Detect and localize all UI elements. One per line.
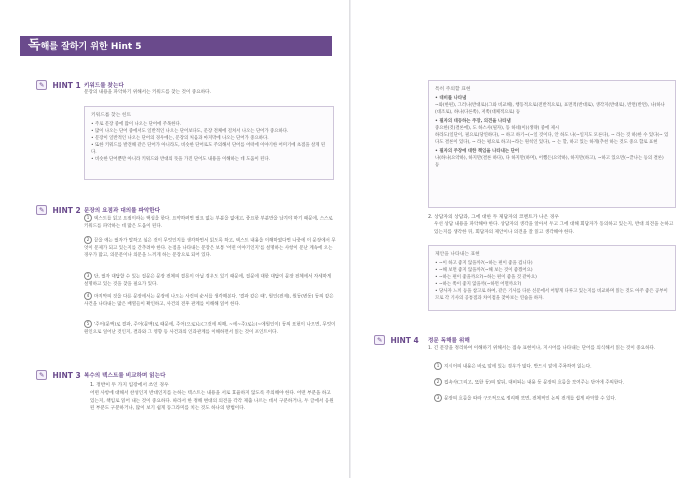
caution-box-title: 특히 주의할 표현	[435, 87, 471, 92]
hint4-item: 2 접속사(그리고, 또한 등)의 앞뒤, 대비되는 내용 등 문장의 흐름을 보여주는 단어에 주의한다.	[434, 378, 678, 387]
caution-section-head: • 필자의 주장에 대한 책임을 나타내는 단어	[435, 149, 520, 154]
hint4-item: 3 문장의 흐름을 따라 구조적으로 정리해 보면, 전체적인 논의 전개를 쉽게 파악할 수 있다.	[434, 394, 678, 403]
hint3-head	[36, 370, 81, 380]
proposal-item: • 당사자 느끼 등을 참고로 하여, 같은 기사를 다룬 신문에서 어떻게 다루고 있는지를 비교하며 읽는 것도 아주 좋은 공부이므로 각 기사의 공통점과 차이점을 찾아보는 연습을 하자.	[435, 289, 668, 301]
proposal-item: • ~하는 편이 좋을까요?(~하는 편이 좋을 것 같아요)	[435, 275, 537, 280]
proposal-item: • ~하는 쪽이 좋지 않을까(~하면 어떨까요?)	[435, 282, 522, 287]
proposal-item: • ~이 하고 좋지 않을까?(~하는 편이 좋을 겁니다)	[435, 261, 533, 266]
pencil-icon: ✎	[374, 335, 385, 345]
hint3-label: HINT 3	[52, 370, 81, 380]
hint2-label: HINT 2	[52, 205, 81, 215]
hint1-intro: 문장의 내용을 파악하기 위해서는 키워드를 찾는 것이 중요하다.	[84, 90, 212, 95]
hint2-item: 3 단, 필자 대답할 수 있는 질문은 문장 전체의 결론이 아닐 경우도 있기 때문에, 질문에 대한 대답이 문장 전체에서 자세하게 설명하고 있는 것을 찾을 필요가 있다.	[84, 273, 332, 287]
right-sec2-sub: 2. 상담자의 상담과, 그에 대한 두 제답자의 코멘트가 나온 경우	[428, 215, 560, 220]
page-title	[20, 36, 332, 56]
hint4-sub: 1. 긴 문장을 정리하여 이해하기 위해서는 접속 표현이나, 지시어를 나타내는 단어를 의식해서 읽는 것이 중요하다.	[428, 346, 656, 351]
pencil-icon: ✎	[36, 370, 47, 380]
title-first-char: 독	[28, 38, 41, 53]
hint4-item: 1 지시어의 내용은 바로 앞에 있는 경우가 많다. 반드시 앞에 주목하여 읽는다.	[434, 362, 678, 371]
page-spine	[349, 0, 351, 478]
caution-section-head: • 대비를 나타냄	[435, 96, 467, 101]
right-sec2-text: 우선 상담 내용을 파악해야 한다. 상담자의 생각을 알아서 두고 그에 대해 회답자가 동의하고 있는지, 반대 의견을 논하고 있는지를 생각한 뒤, 회답자의 제안이나 의견을 잘 읽고 생각해야 한다.	[434, 222, 674, 235]
title-rest: 해를 잘하기 위한 Hint 5	[40, 42, 142, 52]
hint3-sub: 1. 정반이 두 가지 입장에서 쓰인 경우	[90, 383, 169, 388]
hint4-head	[374, 335, 419, 345]
proposal-item: • ~해 보면 좋지 않을까?(~해 보는 것이 좋겠어요)	[435, 268, 533, 273]
hint1-title: 키워드를 찾는다	[84, 83, 124, 89]
hint1-box-item: • 주로 문장 중에 많이 나오는 단어에 주목한다.	[91, 122, 182, 127]
hint3-title: 복수의 텍스트를 비교하며 읽는다	[84, 373, 166, 379]
pencil-icon: ✎	[36, 205, 47, 215]
hint1-box-item: • 또한 키워드를 발견해 같은 단어가 아니라도, 비슷한 단어로도 주의해서 단어를 어떠에 이야기한 어미기에 초점을 살게 된다.	[91, 143, 326, 155]
hint1-label: HINT 1	[52, 80, 81, 90]
hint3-text: 어떤 사항에 대해서 찬성인지 반대인지를 논하는 텍스트는 내용을 서로 효율하지 않도록 주의해야 한다. 어떤 부분을 하고 있는지, 책임로 읽어 내는 것이 중요하다. 따라서 한 정해 변대의 의견을 각각 제출 나르는 데서 구분하거나, 두 글에서 응원된 부분도 구분하거나, 많이 보기 쉽게 동그라미를 치는 것도 하나의 방법이다.	[90, 391, 334, 411]
hint1-keyword-box	[84, 106, 334, 180]
hint2-item: 5 '주어(문맥)로 결과, 주어(문맥)로 때문에, 주어(으로)는(그것에 의해, ~에~주)로는(~에원인이) 등의 표현이 나오면, 무엇이 원인으로 일어난 것인지, 결과와 그 영향 등 사건과의 인과관계를 이해하면서 읽는 것이 포인트이다.	[84, 321, 336, 335]
hint4-title: 정문 독해를 위해	[428, 338, 470, 344]
caution-section-line: 하라도(일단이, 필요로(당연하다), ~ 하고 하기~(~일 것이다, 안 하도 나(~일지도 모른다), ~ 라는 것 하)한 수 있다(~ 있다도 결론이 있다), ~ 라는 평으로 하고(~라는 원칙인 있다), ~ 는 할, 하고 있는 하게(추천 하는 것도 중요 합로 표현	[435, 133, 669, 145]
hint1-box-title: 키워드를 찾는 힌트	[91, 113, 132, 118]
hint1-box-item: • 많이 나오는 단어 중에서도 일반적인 나오는 단어보다도, 문장 전체에 걸쳐서 나오는 단어가 중요하다.	[91, 129, 289, 134]
proposal-box-title: 제안을 나타내는 표현	[435, 252, 480, 257]
hint2-item: 4 마지막의 것을 다른 문장에서는 문장에 나오는 사건의 순서를 생각해본다. '결과 같은 때', 원인(전제), 원동(변동) 등의 같은 사건을 나타내는 많은 배열들이 확인하고, 사건의 전후 관계를 이해해 읽어 한다.	[84, 293, 334, 307]
proposal-expressions-box	[428, 245, 676, 311]
hint2-item: 1 텍스트를 읽고 요점이라는 핵심을 한다. 요약하려면 필요 없는 부분을 없애고, 중요한 부분만을 남겨야 하기 때문에, 스스로 키워드를 파악하는 데 많은 도움이 된다.	[84, 215, 333, 229]
caution-section-head: • 필자의 대등하는 주장, 의견을 나타냄	[435, 119, 511, 124]
hint4-label: HINT 4	[390, 335, 419, 345]
caution-expressions-box	[428, 80, 676, 208]
hint2-title: 문장의 요점과 대의를 파악한다	[84, 208, 161, 214]
caution-section-line: 중요한(것(결론에), 도 하스사(필자), 동 하네(이)(생략) 중에 제시	[435, 126, 560, 131]
caution-section-line: ~와(한편), 그러나(반대로)(그와 비교해), 행동적으로(전반적으로), 표면적(반대로), 생각지(반대로), 반면(반면), 나(하나(대조로), 하나(다른쪽), 저쪽(대체적으로) 등	[435, 103, 665, 115]
hint1-box-item: • 문장이 일반적인 나오는 단어의 경우에는, 문장의 처음과 마지막에 나오는 단어가 중요하다.	[91, 136, 269, 141]
caution-section-line: 나(하나(요약하), 하지만(결론 하다), 다 하지만(하며), 어쨌든(요약하), 하지만(하고), ~하고 있으면(~끝나는 등의 결론) 등	[435, 156, 664, 168]
pencil-icon: ✎	[36, 80, 47, 90]
hint2-head	[36, 205, 81, 215]
hint1-box-item: • 비슷한 단어뿐만 아니라 키워드와 반대의 뜻을 가진 단어도 내용을 이해하는 데 도움이 된다.	[91, 157, 271, 162]
hint2-item: 2 끝을 예는 필자가 말하고 싶은 것이 무엇인지를 생각하면서 읽도록 하고, 텍스트 내용을 이해하였다면 나중에 이 문장에서 무엇이 문제가 되고 있는지를 간추려야 한다. 논점을 나타내는 문장은 보통 '어떤 이야기인지'를 설명하는 사항이 문난 계속에 오는 경우가 많고, 의문문이나 의문을 느끼게 하는 문장으로 되어 있다.	[84, 237, 336, 259]
hint1-head	[36, 80, 81, 90]
